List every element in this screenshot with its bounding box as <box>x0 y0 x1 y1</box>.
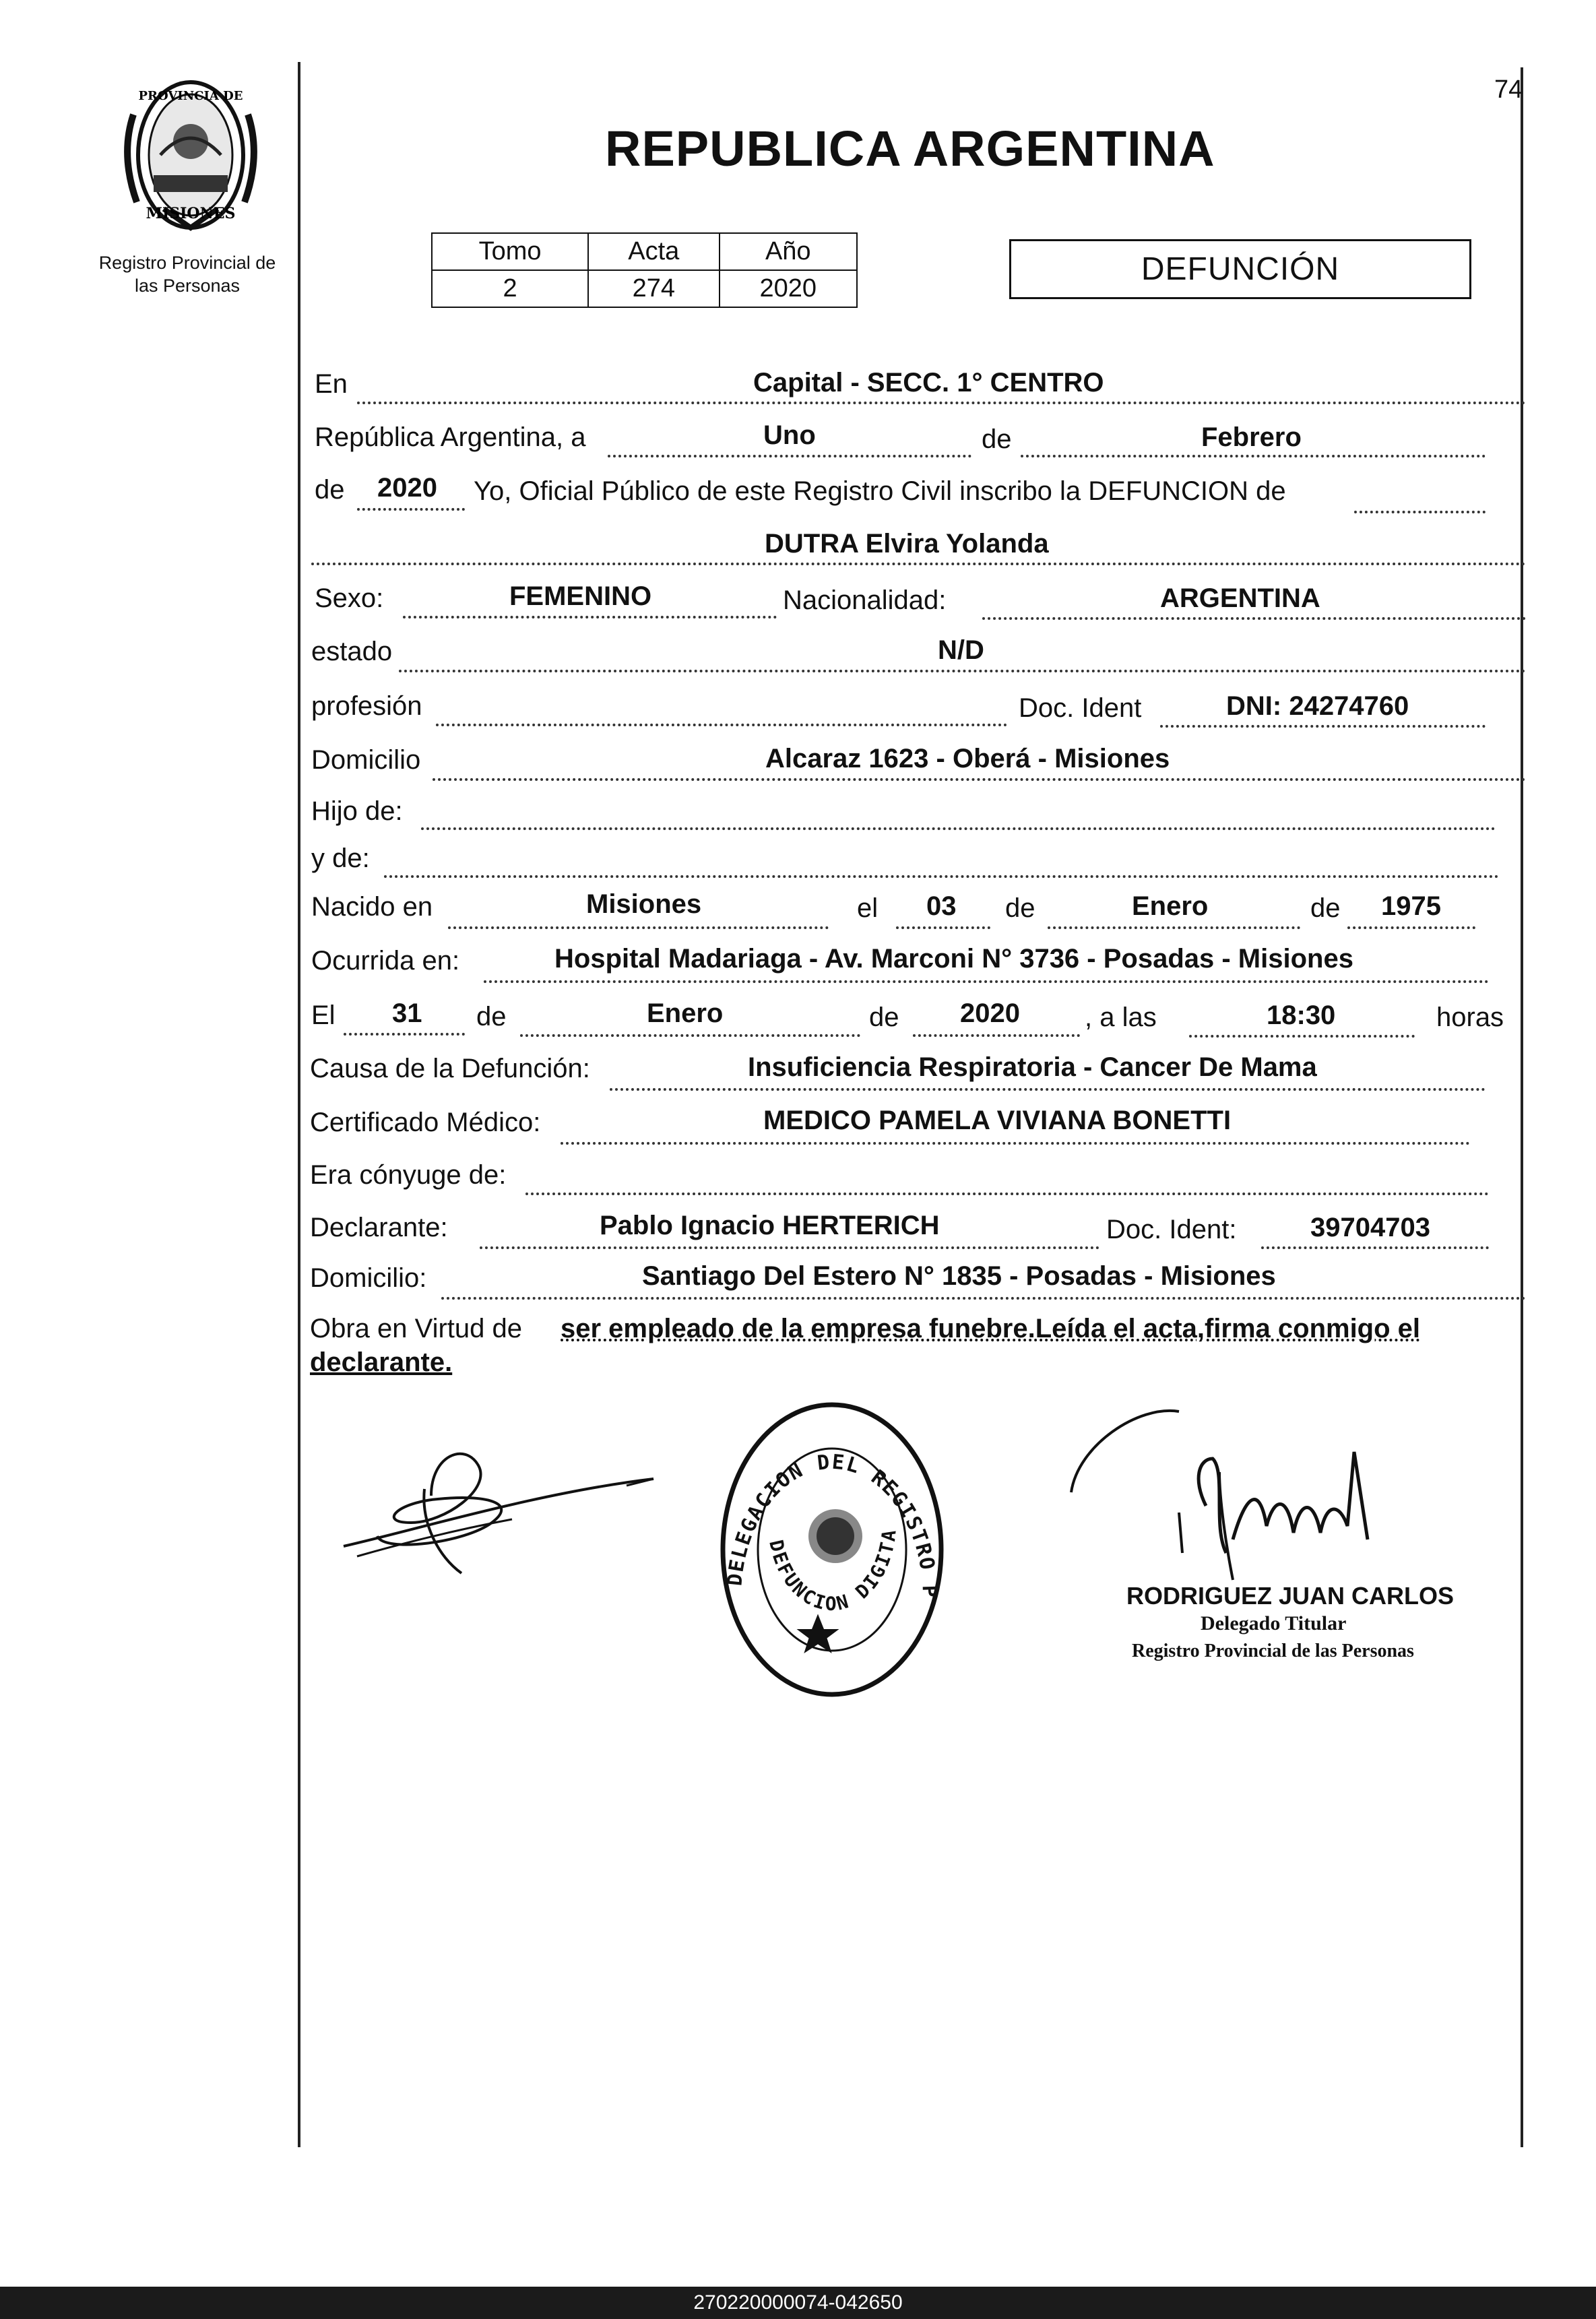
leader-line <box>384 875 1499 878</box>
leader-line <box>357 508 465 511</box>
value-obra-line1: ser empleado de la empresa funebre.Leída el acta,firma conmigo el <box>561 1314 1421 1343</box>
record-type: DEFUNCIÓN <box>1141 251 1340 287</box>
value-nacido-en: Misiones <box>586 889 702 919</box>
leader-line <box>1189 1035 1415 1038</box>
leader-line <box>480 1246 1099 1249</box>
registry-name: Registro Provincial de las Personas <box>98 253 276 296</box>
value-lugar: Capital - SECC. 1° CENTRO <box>753 368 1104 398</box>
reference-value-row <box>432 270 857 307</box>
value-sexo: FEMENINO <box>509 581 652 611</box>
reference-table <box>431 232 858 308</box>
label-de: de <box>1310 893 1341 923</box>
label-hijo-de: Hijo de: <box>311 796 403 826</box>
left-margin-rule <box>298 62 300 2147</box>
label-y-de: y de: <box>311 844 370 873</box>
label-de: de <box>1005 893 1035 923</box>
label-el: El <box>311 1000 336 1030</box>
value-nacionalidad: ARGENTINA <box>1160 583 1320 613</box>
leader-line <box>525 1193 1489 1195</box>
value-def-anio: 2020 <box>960 998 1020 1028</box>
value-certificado: MEDICO PAMELA VIVIANA BONETTI <box>763 1106 1232 1135</box>
value-anio: 2020 <box>377 473 437 503</box>
label-ocurrida-en: Ocurrida en: <box>311 946 460 976</box>
official-name: RODRIGUEZ JUAN CARLOS <box>1126 1582 1455 1610</box>
value-nac-anio: 1975 <box>1381 891 1441 921</box>
official-signature <box>1058 1391 1462 1593</box>
label-en: En <box>315 369 348 399</box>
footer-code: 270220000074-042650 <box>693 2291 903 2314</box>
label-declarante: Declarante: <box>310 1213 448 1242</box>
label-domicilio: Domicilio <box>311 745 421 775</box>
leader-line <box>357 402 1526 404</box>
official-oval-stamp-icon <box>714 1395 950 1705</box>
label-el: el <box>857 893 879 923</box>
label-nacionalidad: Nacionalidad: <box>783 585 947 615</box>
label-nacido-en: Nacido en <box>311 892 433 922</box>
value-obra-line2: declarante. <box>310 1347 453 1377</box>
value-domicilio: Alcaraz 1623 - Oberá - Misiones <box>765 744 1170 773</box>
right-margin-rule <box>1521 67 1523 2147</box>
page-title: REPUBLICA ARGENTINA <box>605 121 1215 177</box>
leader-line <box>1261 1246 1489 1249</box>
label-de: de <box>315 475 345 505</box>
leader-line <box>1354 511 1486 513</box>
ref-header-anio: Año <box>720 233 857 270</box>
label-de: de <box>869 1003 899 1032</box>
ref-header-acta: Acta <box>588 233 719 270</box>
leader-line <box>1347 926 1475 929</box>
leader-line <box>610 1088 1486 1091</box>
leader-line <box>896 926 990 929</box>
ref-header-tomo: Tomo <box>432 233 588 270</box>
label-yo: Yo, Oficial Público de este Registro Civil inscribo la DEFUNCION de <box>474 476 1286 506</box>
label-domicilio: Domicilio: <box>310 1263 427 1293</box>
leader-line <box>421 827 1496 830</box>
label-republica: República Argentina, a <box>315 422 586 452</box>
ref-value-anio: 2020 <box>720 270 857 307</box>
province-seal-logo <box>113 74 268 236</box>
leader-line <box>520 1034 860 1037</box>
label-conyuge: Era cónyuge de: <box>310 1160 507 1190</box>
label-certificado: Certificado Médico: <box>310 1108 541 1137</box>
leader-line <box>1160 725 1486 728</box>
value-nombre: DUTRA Elvira Yolanda <box>765 529 1049 559</box>
value-def-dia: 31 <box>392 998 422 1028</box>
leader-line <box>448 926 829 929</box>
label-de: de <box>982 424 1012 454</box>
value-declarante: Pablo Ignacio HERTERICH <box>600 1211 940 1240</box>
label-obra: Obra en Virtud de <box>310 1314 523 1343</box>
reference-header-row <box>432 233 857 270</box>
leader-line <box>436 724 1007 726</box>
leader-line <box>433 778 1526 781</box>
province-of-misiones-seal-icon <box>113 74 268 236</box>
label-doc-ident: Doc. Ident: <box>1106 1215 1237 1244</box>
leader-line <box>403 616 777 618</box>
leader-line <box>344 1033 465 1036</box>
footer-bar <box>0 2287 1596 2319</box>
value-def-mes: Enero <box>647 998 724 1028</box>
label-estado: estado <box>311 637 393 666</box>
official-stamp <box>714 1395 950 1705</box>
ref-value-tomo: 2 <box>432 270 588 307</box>
svg-text:DELEGACION DEL REGISTRO PROVIN: DELEGACION DEL REGISTRO P <box>723 1450 942 1599</box>
leader-line <box>399 670 1526 672</box>
value-ocurrida-en: Hospital Madariaga - Av. Marconi N° 3736 - Posadas - Misiones <box>554 944 1353 974</box>
value-estado: N/D <box>938 635 984 665</box>
record-type-box <box>1009 239 1471 299</box>
leader-line <box>913 1034 1080 1037</box>
label-a-las: , a las <box>1085 1003 1157 1032</box>
leader-line <box>484 980 1489 983</box>
value-declarante-doc: 39704703 <box>1310 1213 1430 1242</box>
leader-line <box>311 563 1526 565</box>
value-mes: Febrero <box>1201 422 1302 452</box>
page-number: 74 <box>1494 75 1523 104</box>
official-office: Registro Provincial de las Personas <box>1132 1641 1414 1661</box>
official-signature-icon <box>1058 1391 1462 1593</box>
svg-text:PROVINCIA DE: PROVINCIA DE <box>138 89 243 103</box>
leader-line <box>1048 926 1300 929</box>
declarant-signature <box>337 1428 667 1590</box>
value-dia: Uno <box>763 420 816 450</box>
value-declarante-domicilio: Santiago Del Estero N° 1835 - Posadas - Misiones <box>642 1261 1276 1291</box>
value-nac-dia: 03 <box>926 891 957 921</box>
leader-line <box>441 1297 1526 1300</box>
svg-text:DEFUNCION DIGITAL: DEFUNCION DIGITA <box>765 1527 901 1616</box>
label-sexo: Sexo: <box>315 583 384 613</box>
label-doc-ident: Doc. Ident <box>1019 693 1142 723</box>
label-causa: Causa de la Defunción: <box>310 1054 590 1083</box>
label-horas: horas <box>1436 1003 1504 1032</box>
ref-value-acta: 274 <box>588 270 719 307</box>
label-profesion: profesión <box>311 691 422 721</box>
label-de: de <box>476 1002 507 1031</box>
svg-text:MISIONES: MISIONES <box>146 205 236 222</box>
value-causa: Insuficiencia Respiratoria - Cancer De Mama <box>748 1052 1317 1082</box>
leader-line <box>561 1142 1470 1145</box>
declarant-signature-icon <box>337 1428 667 1590</box>
leader-line <box>982 617 1526 620</box>
official-role: Delegado Titular <box>1201 1612 1347 1634</box>
value-doc-ident: DNI: 24274760 <box>1226 691 1409 721</box>
value-def-hora: 18:30 <box>1267 1000 1336 1030</box>
leader-line <box>608 455 971 457</box>
value-nac-mes: Enero <box>1132 891 1209 921</box>
leader-line <box>1021 455 1486 457</box>
